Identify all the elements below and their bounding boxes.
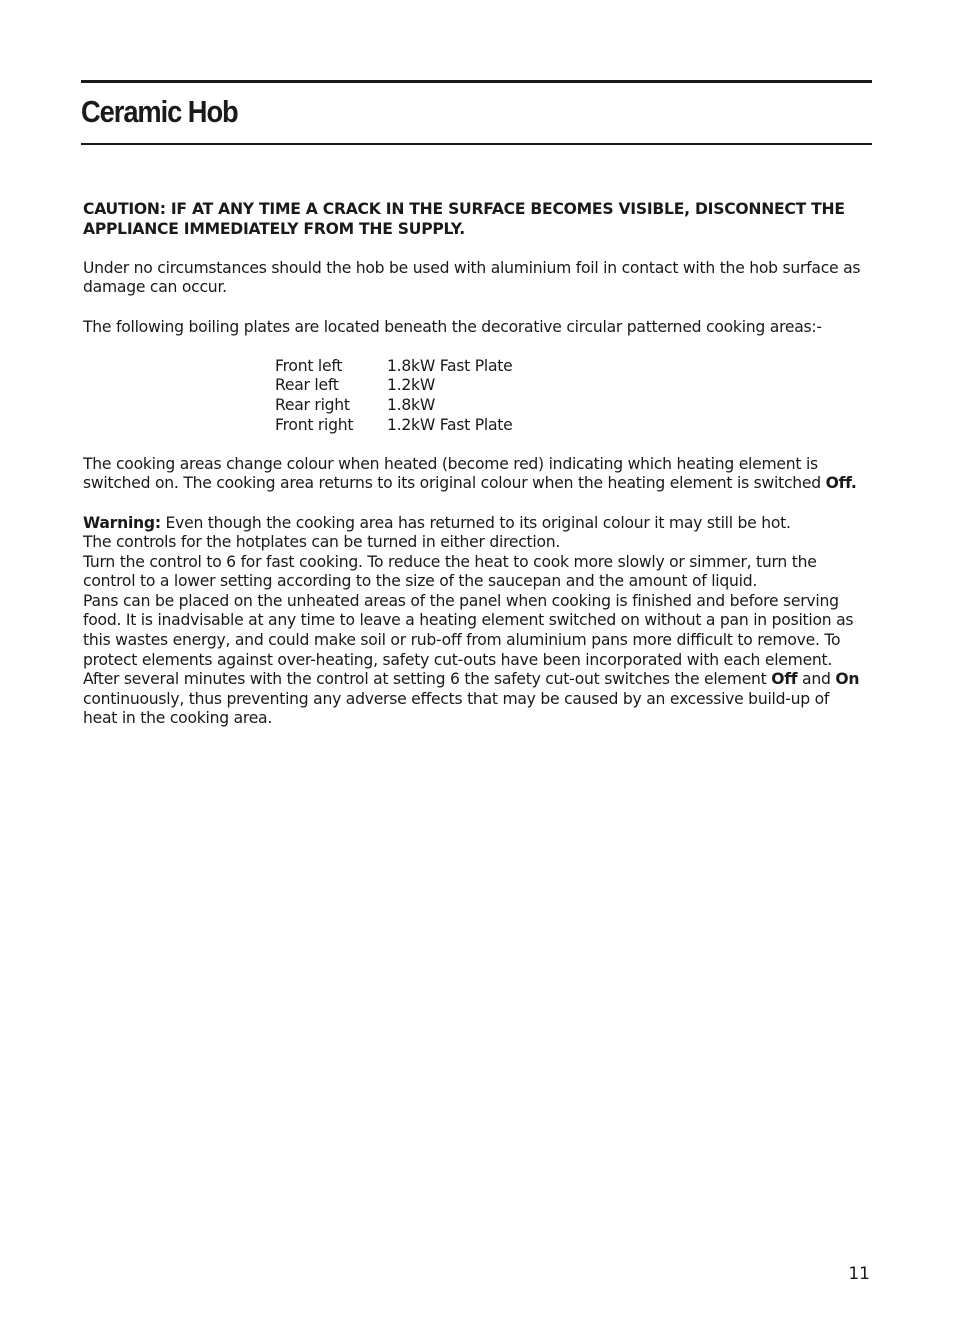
plate-rating: 1.8kW [387,395,435,414]
controls-line: The controls for the hotplates can be turned in either direction. [83,533,561,552]
plates-intro-paragraph: The following boiling plates are located beneath the decorative circular patterned cooking areas:- [83,317,822,336]
pans-and: and [797,670,836,689]
colour-change-paragraph [83,455,863,494]
plate-position: Front right [275,415,354,434]
boiling-plates-table [275,357,513,435]
foil-paragraph: Under no circumstances should the hob be used with aluminium foil in contact with the hob surface as damage can occur. [83,258,861,297]
caution-paragraph: CAUTION: IF AT ANY TIME A CRACK IN THE SURFACE BECOMES VISIBLE, DISCONNECT THE APPLIANCE IMMEDIATELY FROM THE SUPPLY. [83,200,845,238]
plate-row [275,396,513,416]
warning-text: Even though the cooking area has returned to its original colour it may still be hot. [160,513,791,532]
page-content [83,200,863,729]
plate-rating: 1.2kW [387,376,435,395]
pans-paragraph [83,592,863,729]
turn-control-line: Turn the control to 6 for fast cooking. To reduce the heat to cook more slowly or simmer, turn the control to a lower setting according to the size of the saucepan and the amount of liquid. [83,552,817,591]
warning-block [83,514,863,730]
plate-row [275,357,513,377]
colour-change-text: The cooking areas change colour when heated (become red) indicating which heating element is switched on. The cooking area returns to its original colour when the heating element is switched [83,454,826,493]
plate-row [275,416,513,436]
pans-text-end: continuously, thus preventing any adverse effects that may be caused by an excessive build-up of heat in the cooking area. [83,689,830,728]
header-bottom-rule [81,143,872,145]
plate-position: Rear left [275,376,339,395]
colour-change-off: Off. [825,474,857,493]
warning-label: Warning: [83,513,161,532]
plate-row [275,376,513,396]
page-title: Ceramic Hob [81,94,238,129]
plate-rating: 1.8kW Fast Plate [387,356,513,375]
plate-position: Rear right [275,395,350,414]
header-top-rule [81,80,872,83]
pans-on: On [835,670,860,689]
page-number: 11 [848,1264,870,1284]
pans-text-start: Pans can be placed on the unheated areas of the panel when cooking is finished and before serving food. It is inadvisable at any time to leave a heating element switched on without a pan in position as this wastes energy, and could make soil or rub-off from aluminium pans more difficult to remove. To protect elements against over-heating, safety cut-outs have been incorporated with each element. After several minutes with the control at setting 6 the safety cut-out switches the element [83,591,854,689]
plate-rating: 1.2kW Fast Plate [387,415,513,434]
pans-off: Off [771,670,798,689]
warning-line [83,514,863,534]
plate-position: Front left [275,356,343,375]
